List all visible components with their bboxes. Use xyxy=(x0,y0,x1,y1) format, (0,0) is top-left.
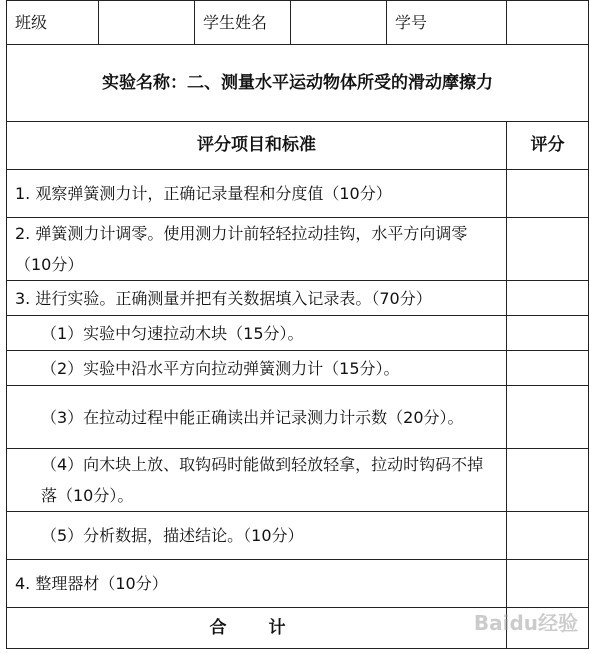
table-row xyxy=(7,170,589,218)
table-row xyxy=(7,386,589,449)
score-cell[interactable] xyxy=(507,316,589,351)
criteria-column-header: 评分项目和标准 xyxy=(7,122,507,170)
student-name-field[interactable] xyxy=(291,1,387,45)
score-cell[interactable] xyxy=(507,512,589,560)
table-row xyxy=(7,449,589,512)
title-row xyxy=(7,45,589,122)
criteria-item-2: 2. 弹簧测力计调零。使用测力计前轻轻拉动挂钩，水平方向调零（10分） xyxy=(7,218,507,281)
scoring-table xyxy=(6,0,589,649)
criteria-item-1: 1. 观察弹簧测力计，正确记录量程和分度值（10分） xyxy=(7,170,507,218)
criteria-subitem-5: （5）分析数据，描述结论。（10分） xyxy=(7,512,507,560)
total-label: 合 计 xyxy=(7,608,507,649)
class-field[interactable] xyxy=(99,1,195,45)
table-row xyxy=(7,316,589,351)
criteria-item-3: 3. 进行实验。正确测量并把有关数据填入记录表。（70分） xyxy=(7,281,507,316)
table-row xyxy=(7,281,589,316)
criteria-subitem-1: （1）实验中匀速拉动木块（15分）。 xyxy=(7,316,507,351)
score-cell[interactable] xyxy=(507,449,589,512)
criteria-subitem-3: （3）在拉动过程中能正确读出并记录测力计示数（20分）。 xyxy=(7,386,507,449)
score-cell[interactable] xyxy=(507,351,589,386)
column-header-row xyxy=(7,122,589,170)
class-label: 班级 xyxy=(7,1,99,45)
table-row xyxy=(7,218,589,281)
experiment-title: 实验名称：二、测量水平运动物体所受的滑动摩擦力 xyxy=(7,45,589,122)
table-row xyxy=(7,512,589,560)
watermark-logo: Baidu经验 xyxy=(473,611,578,635)
score-cell[interactable] xyxy=(507,560,589,608)
criteria-subitem-2: （2）实验中沿水平方向拉动弹簧测力计（15分）。 xyxy=(7,351,507,386)
criteria-subitem-4: （4）向木块上放、取钩码时能做到轻放轻拿，拉动时钩码不掉落（10分）。 xyxy=(7,449,507,512)
score-cell[interactable] xyxy=(507,170,589,218)
table-row xyxy=(7,560,589,608)
student-id-field[interactable] xyxy=(507,1,589,45)
student-id-label: 学号 xyxy=(387,1,507,45)
score-cell[interactable] xyxy=(507,218,589,281)
score-column-header: 评分 xyxy=(507,122,589,170)
score-cell[interactable] xyxy=(507,281,589,316)
table-row xyxy=(7,351,589,386)
criteria-item-4: 4. 整理器材（10分） xyxy=(7,560,507,608)
student-name-label: 学生姓名 xyxy=(195,1,291,45)
student-info-row xyxy=(7,1,589,45)
score-cell[interactable] xyxy=(507,386,589,449)
scoring-sheet xyxy=(6,0,588,640)
